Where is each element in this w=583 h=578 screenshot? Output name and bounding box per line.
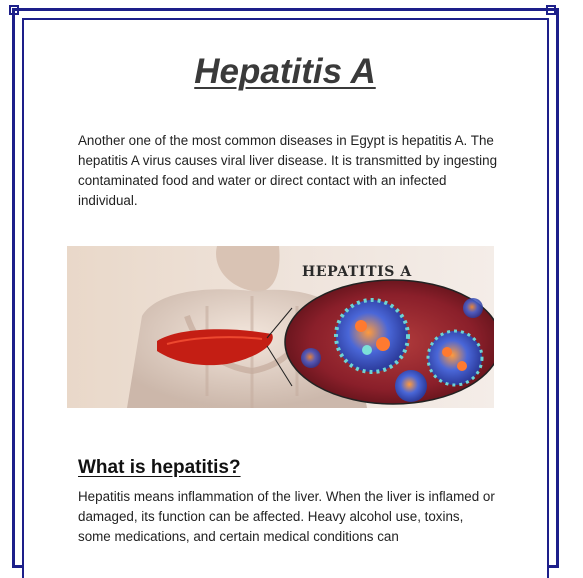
section-heading: What is hepatitis?	[78, 457, 241, 478]
hepatitis-a-illustration	[67, 246, 494, 408]
intro-paragraph: Another one of the most common diseases in Egypt is hepatitis A. The hepatitis A virus causes viral liver disease. It is transmitted by ingesting contaminated food and water or direct contact with an infected individual.	[78, 133, 498, 208]
section-paragraph: Hepatitis means inflammation of the liver. When the liver is inflamed or damaged, its function can be affected. Heavy alcohol use, toxins, some medications, and certain medical conditions can	[78, 489, 495, 544]
corner-ornament-icon	[546, 5, 556, 15]
corner-ornament-icon	[9, 5, 19, 15]
figure-heading: HEPATITIS A	[302, 264, 412, 280]
page-title: Hepatitis A	[194, 52, 376, 91]
